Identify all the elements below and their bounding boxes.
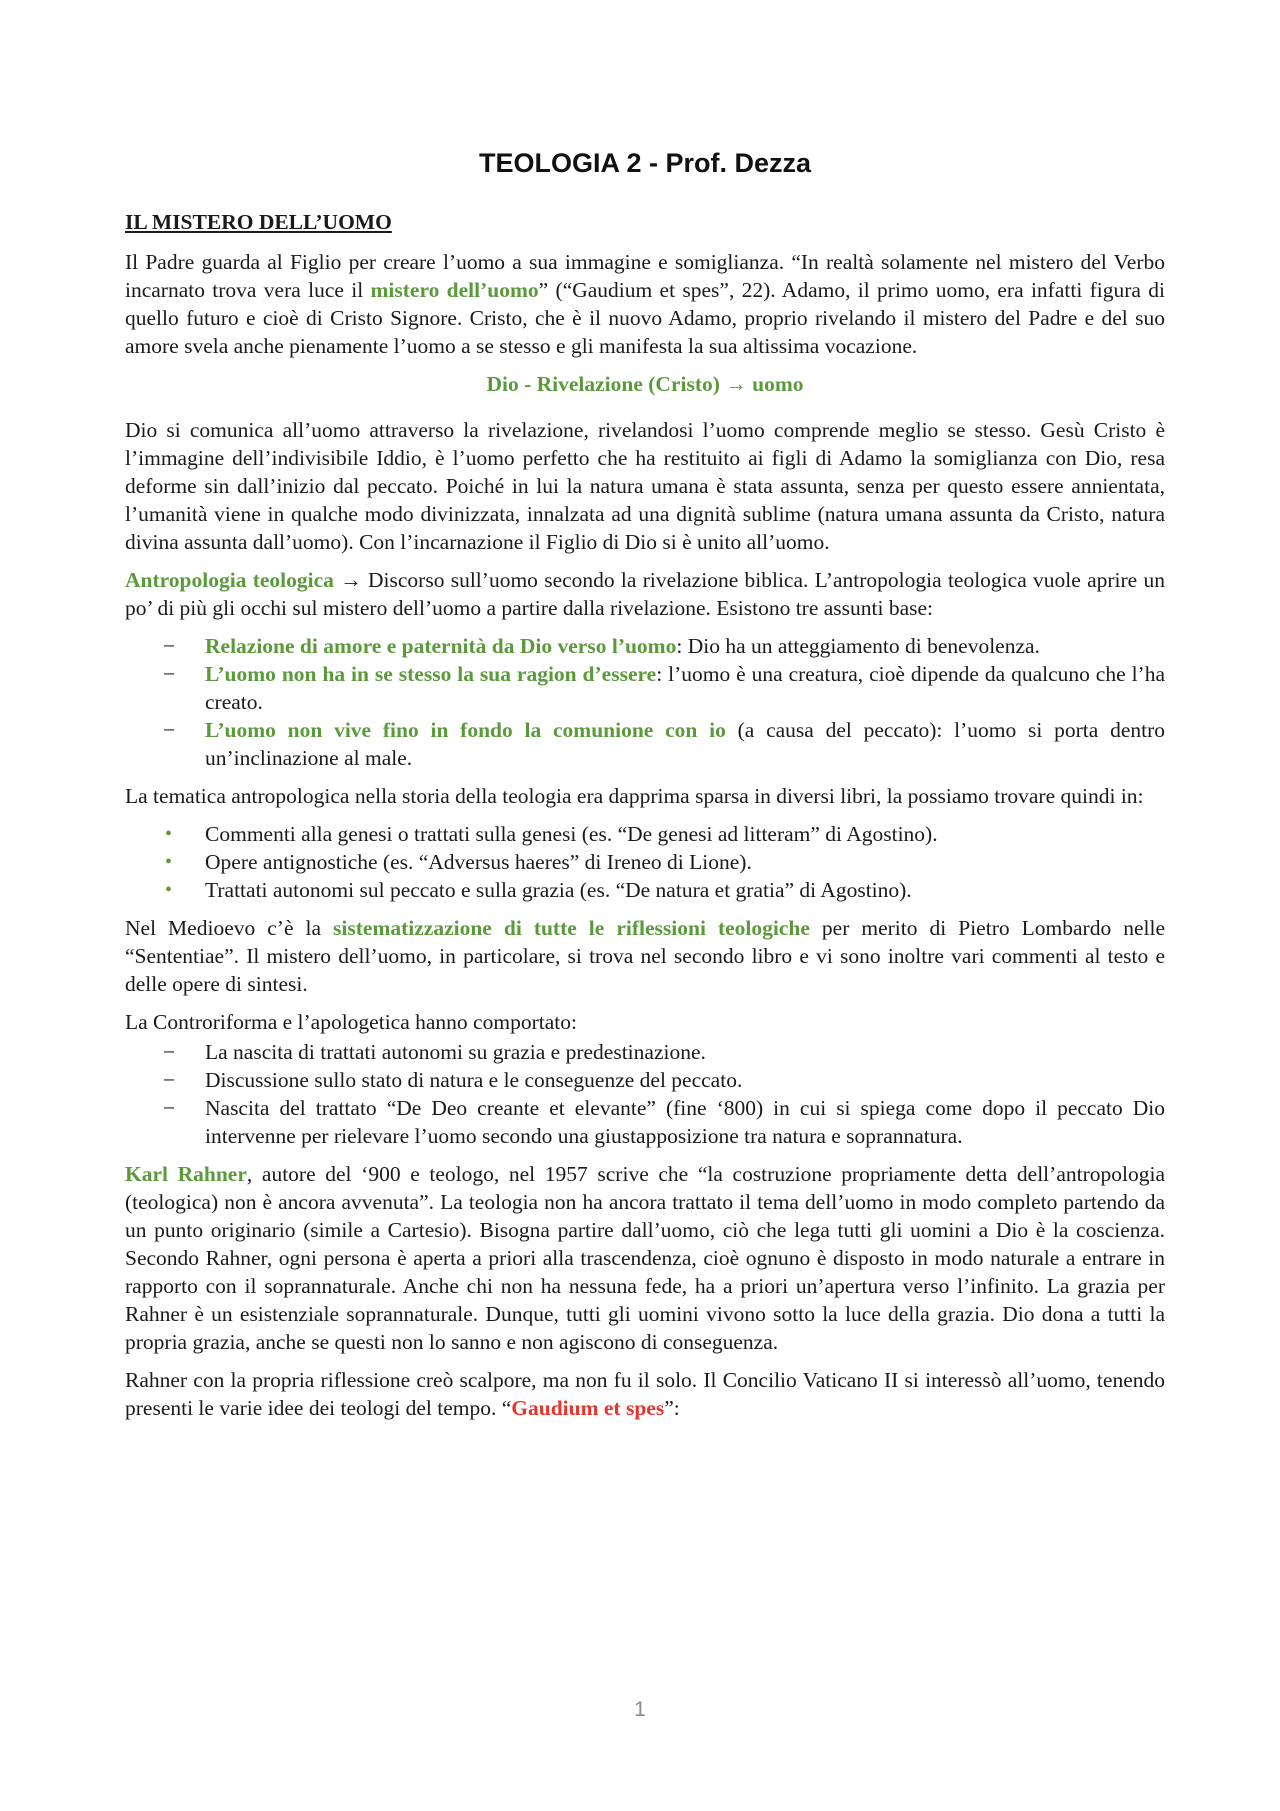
- list-item-text: (a causa del peccato): l’uomo si porta dentro un’inclinazione al male.: [205, 718, 1165, 770]
- paragraph-7-text: , autore del ‘900 e teologo, nel 1957 scrive che “la costruzione propriamente detta dell’antropologia (teologica) non è ancora avvenuta”. La teologia non ha ancora trattato il tema dell’uomo in modo completo partendo da un punto originario (simile a Cartesio). Bisogna partire dall’uomo, ciò che lega tutti gli uomini a Dio è la coscienza. Secondo Rahner, ogni persona è aperta a priori alla trascendenza, cioè ognuno è disposto in modo naturale a entrare in rapporto con il soprannaturale. Anche chi non ha nessuna fede, ha a priori un’apertura verso l’infinito. La grazia per Rahner è un esistenziale soprannaturale. Dunque, tutti gli uomini vivono sotto la luce della grazia. Dio dona a tutti la propria grazia, anche se questi non lo sanno e non agiscono di conseguenza.: [125, 1162, 1165, 1354]
- list-item-text: La nascita di trattati autonomi su grazia e predestinazione.: [205, 1040, 706, 1064]
- paragraph-2: Dio si comunica all’uomo attraverso la rivelazione, rivelandosi l’uomo comprende meglio se stesso. Gesù Cristo è l’immagine dell’indivisibile Iddio, è l’uomo perfetto che ha restituito ai figli di Adamo la somiglianza con Dio, resa deforme sin dall’inizio dal peccato. Poiché in lui la natura umana è stata assunta, senza per questo essere annientata, l’umanità viene in qualche modo divinizzata, innalzata ad una dignità sublime (natura umana assunta da Cristo, natura divina assunta dall’uomo). Con l’incarnazione il Figlio di Dio si è unito all’uomo.: [125, 418, 1165, 554]
- controriforma-list: [125, 1038, 1165, 1150]
- sources-list: [125, 820, 1165, 904]
- list-item-text: Nascita del trattato “De Deo creante et elevante” (fine ‘800) in cui si spiega come dopo il peccato Dio intervenne per rielevare l’uomo secondo una giustapposizione tra natura e soprannatura.: [205, 1096, 1165, 1148]
- paragraph-1-text-c: ” (“Gaudium et spes”, 22). Adamo, il primo uomo, era infatti figura di quello futuro e cioè di Cristo Signore. Cristo, che è il nuovo Adamo, proprio rivelando il mistero del Padre e del suo amore svela anche pienamente l’uomo a se stesso e gli manifesta la sua altissima vocazione.: [125, 278, 1165, 358]
- paragraph-8-text-a: Rahner con la propria riflessione creò scalpore, ma non fu il solo. Il Concilio Vaticano II si interessò all’uomo, tenendo presenti le varie idee dei teologi del tempo. “: [125, 1368, 1165, 1420]
- paragraph-7: [125, 1160, 1165, 1356]
- list-item-text: Trattati autonomi sul peccato e sulla grazia (es. “De natura et gratia” di Agostino).: [205, 878, 912, 902]
- dash-marker: −: [163, 634, 176, 658]
- document-title: TEOLOGIA 2 - Prof. Dezza: [478, 148, 812, 178]
- paragraph-5-text-c: per merito di Pietro Lombardo nelle “Sententiae”. Il mistero dell’uomo, in particolare, si trova nel secondo libro e vi sono inoltre vari commenti al testo e delle opere di sintesi.: [125, 916, 1165, 996]
- list-item: [125, 876, 1165, 904]
- paragraph-5-text-a: Nel Medioevo c’è la: [125, 916, 334, 940]
- highlight-mistero-uomo: mistero dell’uomo: [370, 278, 539, 302]
- list-item-text: Commenti alla genesi o trattati sulla genesi (es. “De genesi ad litteram” di Agostino).: [205, 822, 938, 846]
- bullet-marker: •: [165, 851, 173, 873]
- highlight-karl-rahner: Karl Rahner: [125, 1162, 247, 1186]
- dash-marker: −: [163, 718, 176, 742]
- list-item-text: : l’uomo è una creatura, cioè dipende da qualcuno che l’ha creato.: [205, 662, 1165, 714]
- list-item: [125, 632, 1165, 660]
- list-item-text: Opere antignostiche (es. “Adversus haeres” di Ireneo di Lione).: [205, 850, 752, 874]
- dash-marker: −: [163, 662, 176, 686]
- bullet-marker: •: [165, 879, 173, 901]
- list-item: [125, 716, 1165, 772]
- list-item: [125, 1038, 1165, 1066]
- page-content: [125, 140, 1165, 1432]
- list-item: [125, 848, 1165, 876]
- bullet-marker: •: [165, 823, 173, 845]
- centered-formula: Dio - Rivelazione (Cristo) → uomo: [486, 372, 804, 396]
- dash-marker: −: [163, 1068, 176, 1092]
- list-item-bold: Relazione di amore e paternità da Dio verso l’uomo: [205, 634, 677, 658]
- highlight-gaudium-et-spes: Gaudium et spes: [511, 1396, 665, 1420]
- highlight-antropologia-teologica: Antropologia teologica: [125, 568, 334, 592]
- list-item: [125, 820, 1165, 848]
- paragraph-6: La Controriforma e l’apologetica hanno comportato:: [125, 1010, 577, 1034]
- paragraph-5: [125, 914, 1165, 998]
- paragraph-8-text-c: ”:: [664, 1396, 680, 1420]
- list-item: [125, 1094, 1165, 1150]
- paragraph-3: [125, 566, 1165, 622]
- list-item: [125, 660, 1165, 716]
- paragraph-8: [125, 1366, 1165, 1422]
- section-heading: IL MISTERO DELL’UOMO: [125, 210, 392, 234]
- assumptions-list: [125, 632, 1165, 772]
- paragraph-4: La tematica antropologica nella storia della teologia era dapprima sparsa in diversi libri, la possiamo trovare quindi in:: [125, 784, 1144, 808]
- dash-marker: −: [163, 1040, 176, 1064]
- list-item-text: Discussione sullo stato di natura e le conseguenze del peccato.: [205, 1068, 743, 1092]
- list-item: [125, 1066, 1165, 1094]
- list-item-bold: L’uomo non vive fino in fondo la comunione con io: [205, 718, 726, 742]
- highlight-sistematizzazione: sistematizzazione di tutte le riflessioni teologiche: [333, 916, 810, 940]
- list-item-bold: L’uomo non ha in se stesso la sua ragion d’essere: [205, 662, 657, 686]
- dash-marker: −: [163, 1096, 176, 1120]
- page-number: 1: [634, 1698, 646, 1721]
- list-item-text: : Dio ha un atteggiamento di benevolenza.: [676, 634, 1040, 658]
- paragraph-1: [125, 248, 1165, 360]
- paragraph-3-text: → Discorso sull’uomo secondo la rivelazione biblica. L’antropologia teologica vuole aprire un po’ di più gli occhi sul mistero dell’uomo a partire dalla rivelazione. Esistono tre assunti base:: [125, 568, 1165, 620]
- paragraph-1-text-a: Il Padre guarda al Figlio per creare l’uomo a sua immagine e somiglianza. “In realtà solamente nel mistero del Verbo incarnato trova vera luce il: [125, 250, 1165, 302]
